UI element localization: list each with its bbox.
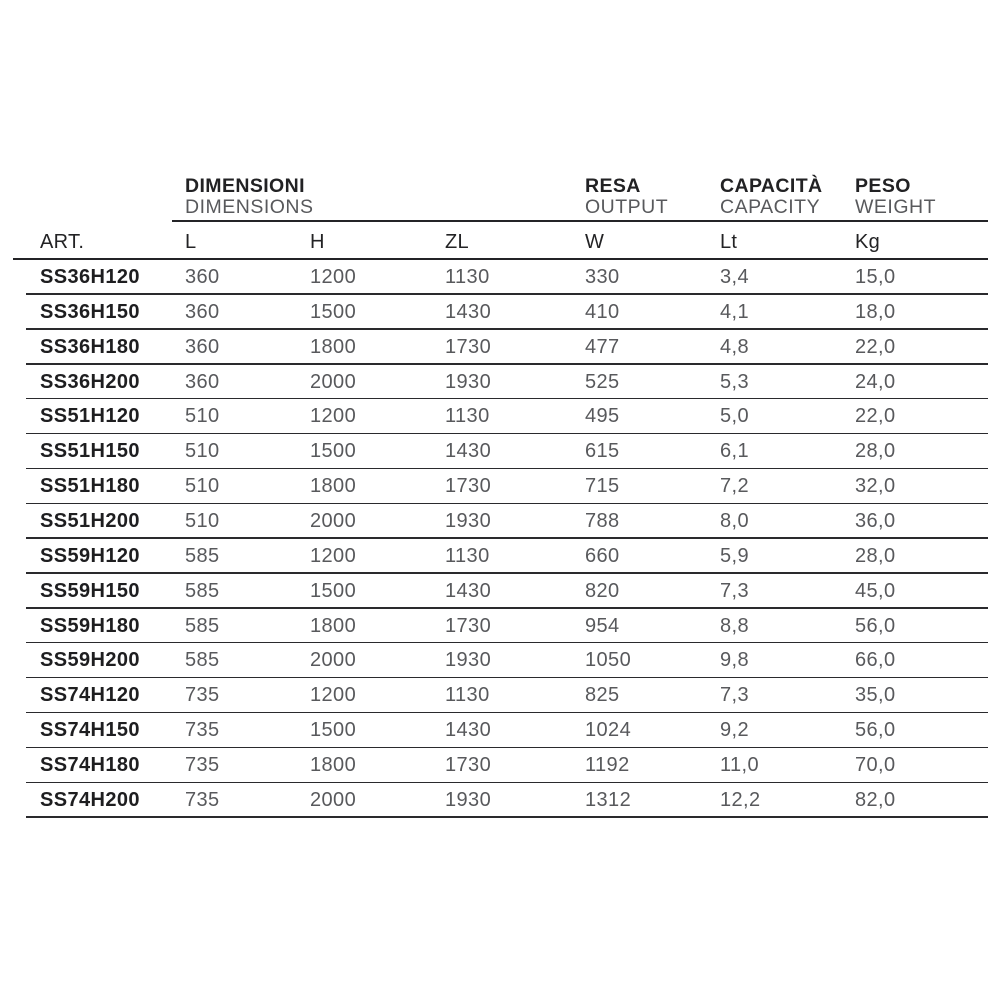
row-value-lt: 9,2 [720,719,750,742]
row-value-zl: 1730 [445,753,492,776]
row-value-lt: 9,8 [720,649,750,672]
row-value-lt: 5,3 [720,370,750,393]
row-art-code: SS51H150 [40,440,140,463]
row-value-kg: 56,0 [855,614,896,637]
group-capacity-label-en: CAPACITY [720,196,821,218]
table-row [13,365,988,400]
table-body [13,260,988,818]
column-header-h: H [310,231,325,253]
row-value-w: 715 [585,475,620,498]
table-row [13,748,988,783]
row-value-kg: 22,0 [855,335,896,358]
row-value-w: 615 [585,440,620,463]
row-value-lt: 4,1 [720,300,750,323]
row-value-lt: 5,0 [720,405,750,428]
row-value-h: 1800 [310,475,357,498]
row-value-h: 1500 [310,579,357,602]
row-art-code: SS59H150 [40,579,140,602]
row-value-zl: 1930 [445,788,492,811]
table-row [13,678,988,713]
row-value-l: 360 [185,265,220,288]
row-value-zl: 1730 [445,614,492,637]
row-value-w: 410 [585,300,620,323]
column-header-art: ART. [40,231,85,253]
row-value-zl: 1930 [445,370,492,393]
row-value-w: 820 [585,579,620,602]
group-output-label-it: RESA [585,175,641,197]
group-output-label-en: OUTPUT [585,196,669,218]
row-value-w: 825 [585,684,620,707]
table-row [13,609,988,644]
row-value-zl: 1430 [445,300,492,323]
table-row [13,399,988,434]
row-value-w: 330 [585,265,620,288]
row-art-code: SS36H120 [40,265,140,288]
row-value-kg: 35,0 [855,684,896,707]
row-value-kg: 82,0 [855,788,896,811]
group-dimensions-label-it: DIMENSIONI [185,175,305,197]
row-value-h: 2000 [310,649,357,672]
row-value-l: 585 [185,544,220,567]
row-value-zl: 1930 [445,649,492,672]
row-value-l: 735 [185,753,220,776]
row-value-h: 1500 [310,719,357,742]
group-dimensions [185,176,314,218]
row-art-code: SS74H180 [40,753,140,776]
product-spec-table [13,176,988,818]
row-value-w: 477 [585,335,620,358]
row-value-kg: 22,0 [855,405,896,428]
row-value-zl: 1130 [445,684,490,707]
row-value-lt: 6,1 [720,440,750,463]
row-value-h: 2000 [310,788,357,811]
row-value-w: 788 [585,509,620,532]
row-value-l: 735 [185,788,220,811]
table-group-header [13,176,988,222]
row-value-lt: 5,9 [720,544,750,567]
row-value-lt: 7,3 [720,579,750,602]
row-value-h: 1500 [310,300,357,323]
table-column-header-row [13,222,988,260]
table-row [13,330,988,365]
row-value-w: 1312 [585,788,632,811]
row-value-lt: 7,3 [720,684,750,707]
row-value-l: 585 [185,579,220,602]
row-value-l: 360 [185,300,220,323]
row-value-kg: 56,0 [855,719,896,742]
table-row [13,713,988,748]
row-value-zl: 1130 [445,544,490,567]
row-value-h: 1200 [310,265,357,288]
row-value-zl: 1930 [445,509,492,532]
row-value-l: 510 [185,405,220,428]
row-value-l: 360 [185,335,220,358]
row-value-zl: 1430 [445,440,492,463]
group-output [585,176,668,218]
row-value-kg: 70,0 [855,753,896,776]
row-value-w: 1024 [585,719,632,742]
row-art-code: SS74H120 [40,684,140,707]
row-value-kg: 28,0 [855,544,896,567]
table-row [13,539,988,574]
row-value-lt: 11,0 [720,753,760,776]
row-value-w: 495 [585,405,620,428]
table-row [13,295,988,330]
row-value-kg: 32,0 [855,475,896,498]
group-weight-label-it: PESO [855,175,911,197]
row-value-zl: 1730 [445,335,492,358]
row-value-w: 954 [585,614,620,637]
row-value-l: 735 [185,719,220,742]
row-value-l: 360 [185,370,220,393]
table-row [13,504,988,539]
row-value-l: 510 [185,509,220,532]
row-art-code: SS59H180 [40,614,140,637]
row-value-h: 1500 [310,440,357,463]
column-header-lt: Lt [720,231,738,253]
table-row [13,783,988,818]
row-value-kg: 24,0 [855,370,896,393]
group-capacity-label-it: CAPACITÀ [720,175,823,197]
row-value-kg: 15,0 [855,265,896,288]
group-dimensions-label-en: DIMENSIONS [185,196,314,218]
row-value-l: 585 [185,614,220,637]
row-art-code: SS59H120 [40,544,140,567]
row-value-h: 1800 [310,614,357,637]
table-row [13,643,988,678]
column-header-kg: Kg [855,231,881,253]
row-value-kg: 66,0 [855,649,896,672]
group-weight-label-en: WEIGHT [855,196,936,218]
row-art-code: SS59H200 [40,649,140,672]
table-row [13,469,988,504]
row-value-w: 525 [585,370,620,393]
row-art-code: SS51H200 [40,509,140,532]
row-value-zl: 1430 [445,579,492,602]
row-art-code: SS36H150 [40,300,140,323]
row-value-lt: 12,2 [720,788,761,811]
row-art-code: SS51H180 [40,475,140,498]
row-value-lt: 8,0 [720,509,750,532]
row-value-h: 1200 [310,684,357,707]
column-header-zl: ZL [445,231,469,253]
row-value-h: 1200 [310,544,357,567]
row-value-zl: 1130 [445,265,490,288]
row-value-lt: 7,2 [720,475,750,498]
row-art-code: SS74H150 [40,719,140,742]
row-value-lt: 8,8 [720,614,750,637]
row-value-zl: 1430 [445,719,492,742]
row-value-lt: 3,4 [720,265,750,288]
row-art-code: SS51H120 [40,405,140,428]
row-value-l: 510 [185,440,220,463]
row-value-kg: 18,0 [855,300,896,323]
row-art-code: SS36H200 [40,370,140,393]
row-value-kg: 36,0 [855,509,896,532]
row-value-lt: 4,8 [720,335,750,358]
row-value-zl: 1730 [445,475,492,498]
row-value-h: 1800 [310,753,357,776]
table-row [13,434,988,469]
row-value-h: 1800 [310,335,357,358]
row-value-h: 2000 [310,509,357,532]
row-value-l: 585 [185,649,220,672]
row-value-w: 1050 [585,649,632,672]
row-value-l: 735 [185,684,220,707]
row-art-code: SS36H180 [40,335,140,358]
table-row [13,260,988,295]
row-value-kg: 45,0 [855,579,896,602]
row-value-kg: 28,0 [855,440,896,463]
row-value-zl: 1130 [445,405,490,428]
column-header-w: W [585,231,605,253]
row-value-h: 2000 [310,370,357,393]
row-value-w: 1192 [585,753,630,776]
group-capacity [720,176,823,218]
group-weight [855,176,936,218]
row-art-code: SS74H200 [40,788,140,811]
table-row [13,574,988,609]
row-value-w: 660 [585,544,620,567]
row-value-l: 510 [185,475,220,498]
column-header-l: L [185,231,197,253]
row-value-h: 1200 [310,405,357,428]
